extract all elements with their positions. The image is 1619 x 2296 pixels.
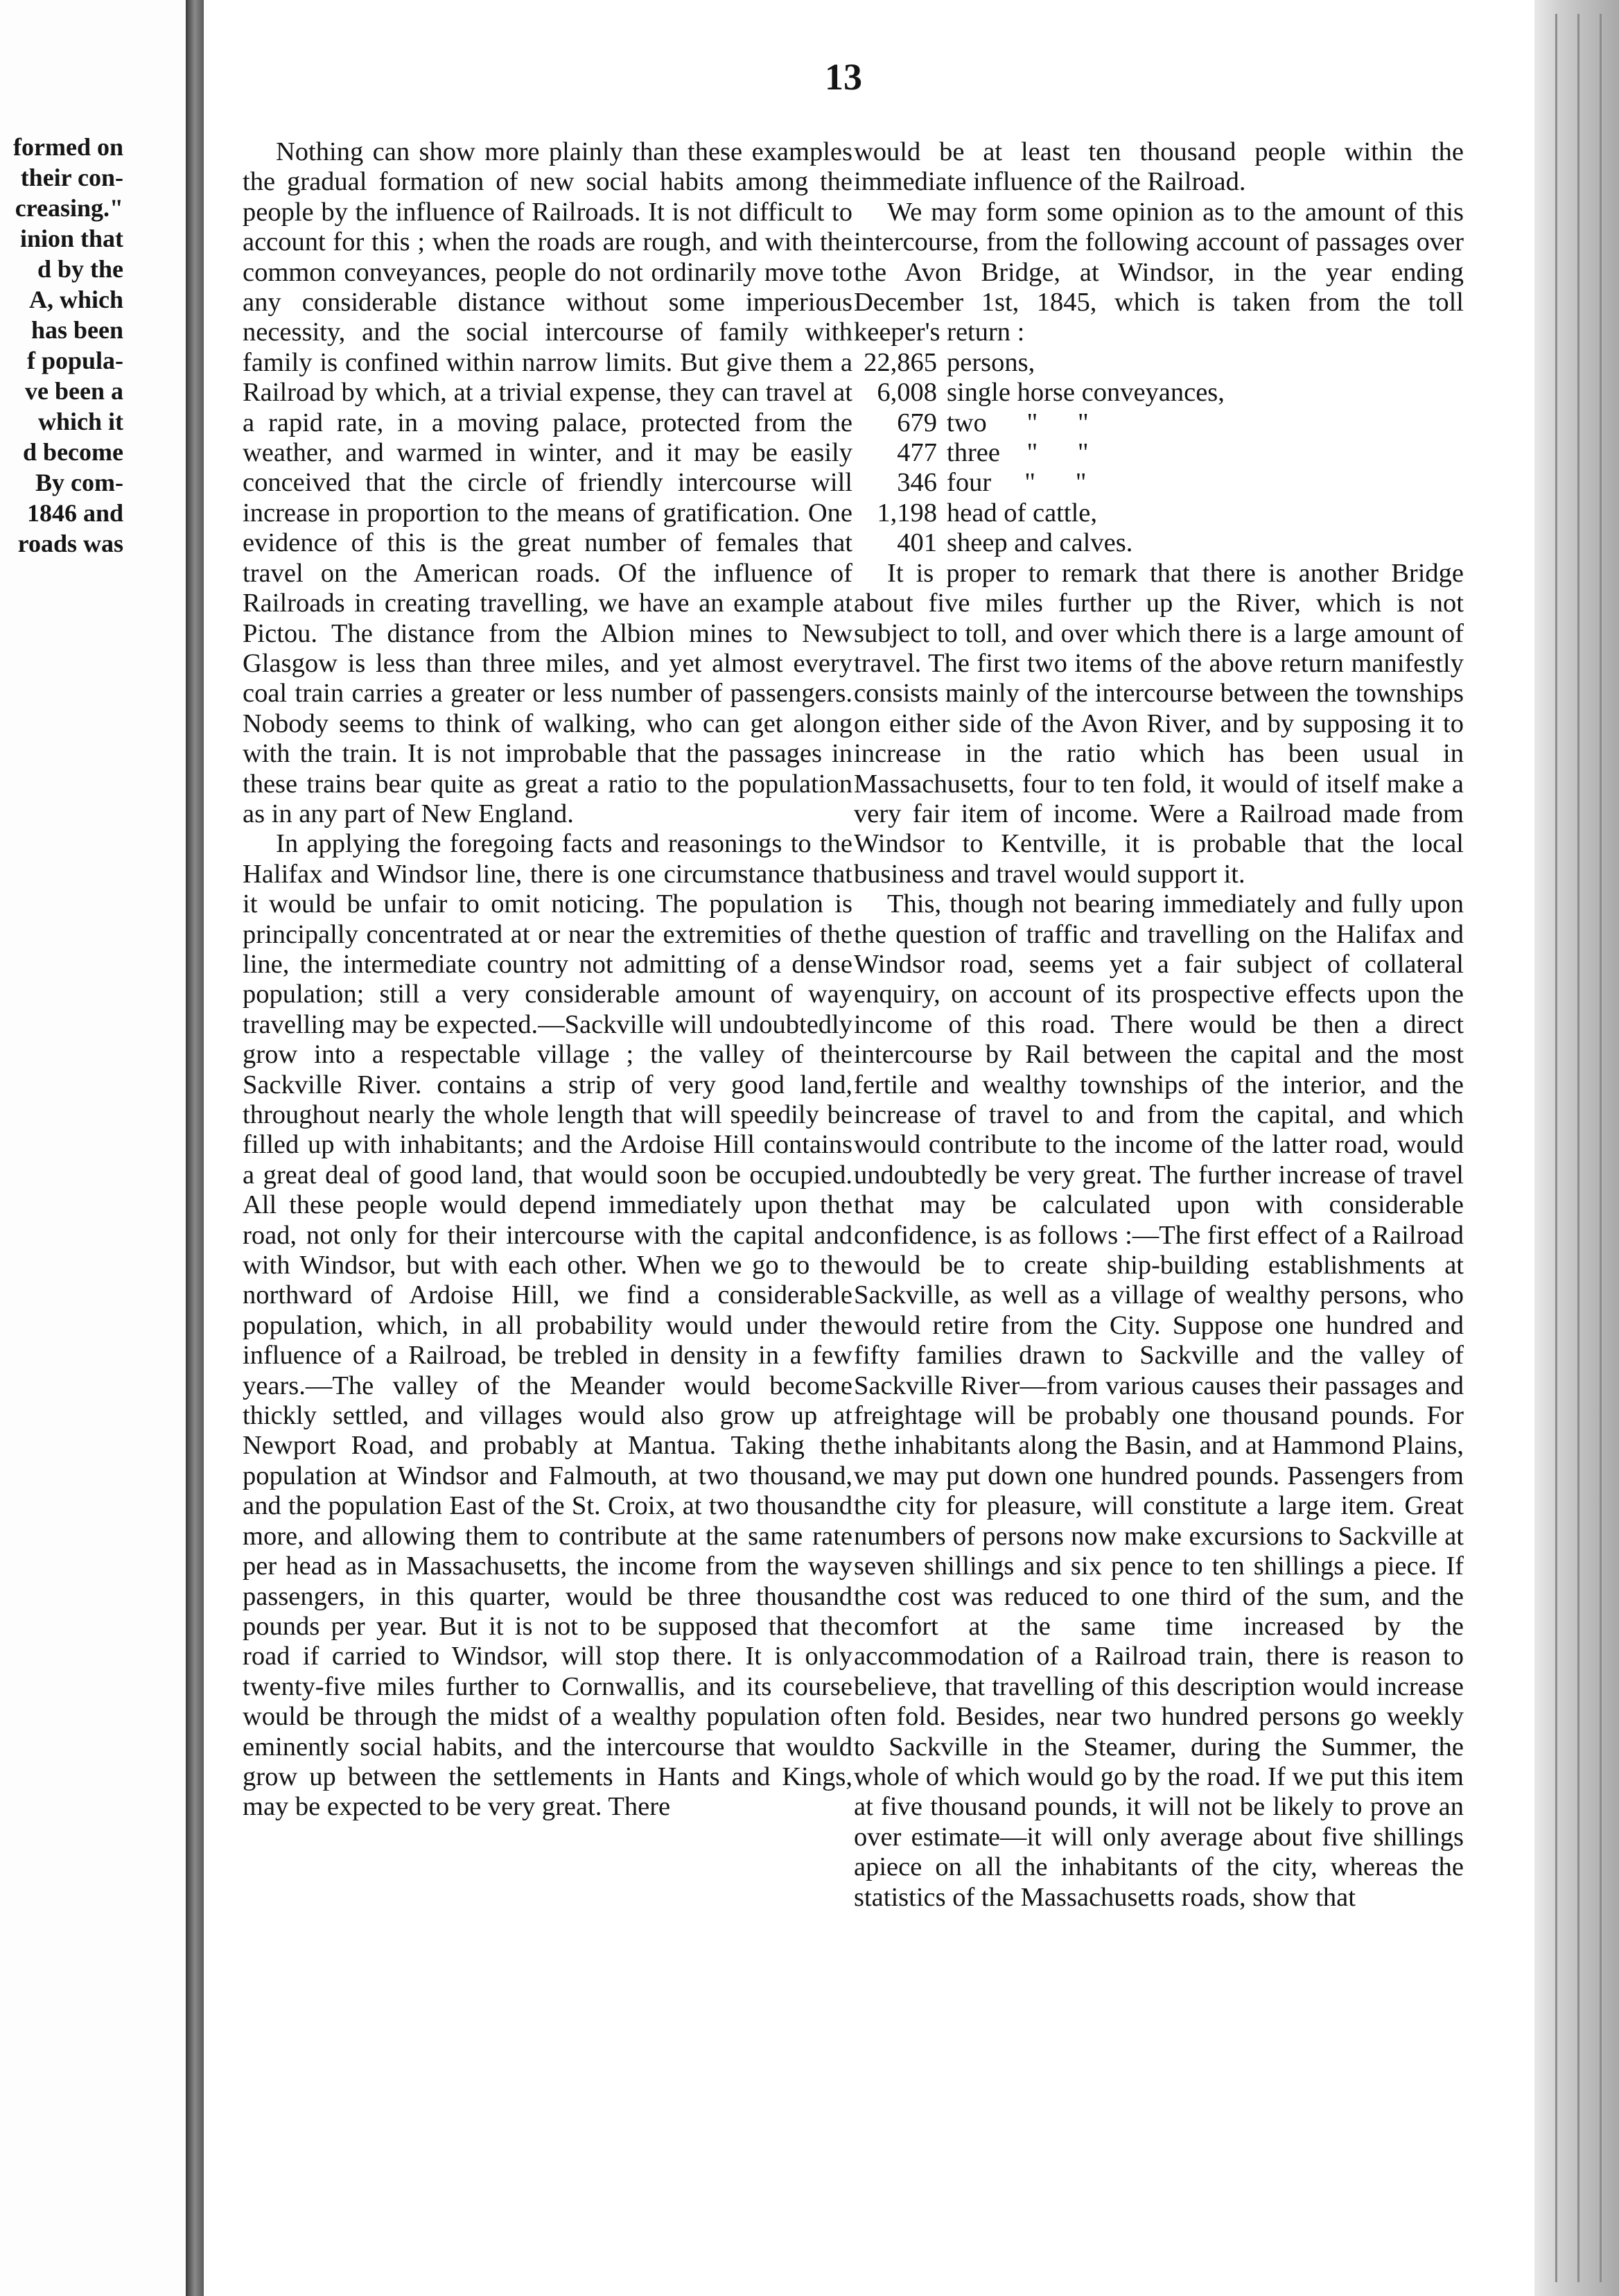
- list-item: [854, 378, 1464, 408]
- list-item: [854, 348, 1464, 378]
- paragraph: It is proper to remark that there is another Bridge about five miles further up the River, which is not subject to toll, and over which there is a large amount of travel. The first two items of the above return manifestly consists mainly of the intercourse between the townships on either side of the Avon River, and by supposing it to increase in the ratio which has been usual in Massachusetts, four to ten fold, it would of itself make a very fair item of income. Were a Railroad made from Windsor to Kentville, it is probable that the local business and travel would support it.: [854, 558, 1464, 889]
- paragraph: This, though not bearing immediately and fully upon the question of traffic and travelling on the Halifax and Windsor road, seems yet a fair subject of collateral enquiry, on account of its prospective effects upon the income of this road. There would be then a direct intercourse by Rail between the capital and the most fertile and wealthy townships of the interior, and the increase of travel to and from the capital, and which would contribute to the income of the latter road, would undoubtedly be very great. The further increase of travel that may be calculated upon with considerable confidence, is as follows :—The first effect of a Railroad would be to create ship-building establishments at Sackville, as well as a village of wealthy persons, who would retire from the City. Suppose one hundred and fifty families drawn to Sackville and the valley of Sackville River—from various causes their passages and freightage will be probably one thousand pounds. For the inhabitants along the Basin, and at Hammond Plains, we may put down one hundred pounds. Passengers from the city for pleasure, will constitute a large item. Great numbers of persons now make excursions to Sackville at seven shillings and six pence to ten shillings a piece. If the cost was reduced to one third of the sum, and the comfort at the same time increased by the accommodation of a Railroad train, there is reason to believe, that travelling of this description would increase ten fold. Besides, near two hundred persons go weekly to Sackville in the Steamer, during the Summer, the whole of which would go by the road. If we put this item at five thousand pounds, it will not be likely to prove an over estimate—it will only average about five shillings apiece on all the inhabitants of the city, whereas the statistics of the Massachusetts roads, show that: [854, 889, 1464, 1912]
- item: sheep and calves.: [947, 528, 1133, 558]
- paragraph: Nothing can show more plainly than these examples the gradual formation of new social habits among the people by the influence of Railroads. It is not difficult to account for this ; when the roads are rough, and with the common conveyances, people do not ordinarily move to any considerable distance without some imperious necessity, and the social intercourse of family with family is confined within narrow limits. But give them a Railroad by which, at a trivial expense, they can travel at a rapid rate, in a moving palace, protected from the weather, and warmed in winter, and it may be easily conceived that the circle of friendly intercourse will increase in proportion to the means of gratification. One evidence of this is the great number of females that travel on the American roads. Of the influence of Railroads in creating travelling, we have an example at Pictou. The distance from the Albion mines to New Glasgow is less than three miles, and yet almost every coal train carries a greater or less number of passengers. Nobody seems to think of walking, who can get along with the train. It is not improbable that the passages in these trains bear quite as great a ratio to the population as in any part of New England.: [243, 137, 852, 828]
- facing-line: which it: [37, 408, 123, 435]
- page-number: 13: [825, 56, 862, 98]
- count: 477: [897, 438, 937, 468]
- text-column-right: [854, 137, 1464, 1913]
- item: two " ": [947, 408, 1089, 437]
- facing-line: has been: [30, 316, 123, 344]
- paragraph: would be at least ten thousand people within the immediate influence of the Railroad.: [854, 137, 1464, 197]
- count: 1,198: [877, 498, 937, 528]
- list-item: [854, 468, 1464, 498]
- list-item: [854, 408, 1464, 438]
- count: 679: [897, 408, 937, 437]
- facing-line: inion that: [19, 225, 123, 252]
- toll-return-list: [854, 348, 1464, 559]
- count: 346: [897, 468, 937, 498]
- facing-page-fragment: [0, 0, 186, 2296]
- page-edges: [1534, 0, 1619, 2296]
- item: three " ": [947, 438, 1089, 468]
- facing-line: d by the: [37, 255, 123, 283]
- paragraph: We may form some opinion as to the amount of this intercourse, from the following account of passages over the Avon Bridge, at Windsor, in the year ending December 1st, 1845, which is taken from the toll keeper's return :: [854, 197, 1464, 347]
- item: four " ": [947, 468, 1087, 498]
- facing-page-text: [0, 132, 123, 559]
- item: persons,: [947, 347, 1035, 377]
- item: head of cattle,: [947, 498, 1097, 528]
- book-gutter: [186, 0, 204, 2296]
- list-item: [854, 528, 1464, 558]
- facing-line: A, which: [28, 286, 123, 313]
- facing-line: roads was: [17, 530, 123, 557]
- item: single horse conveyances,: [947, 378, 1225, 408]
- facing-line: formed on: [13, 133, 123, 161]
- facing-line: d become: [23, 438, 123, 466]
- facing-line: 1846 and: [26, 499, 123, 527]
- text-column-left: [243, 137, 852, 1823]
- facing-line: their con-: [20, 164, 123, 191]
- list-item: [854, 438, 1464, 468]
- count: 401: [897, 528, 937, 558]
- count: 6,008: [877, 378, 937, 408]
- facing-line: By com-: [35, 469, 123, 496]
- facing-line: f popula-: [26, 347, 123, 374]
- count: 22,865: [864, 347, 937, 377]
- list-item: [854, 498, 1464, 528]
- facing-line: creasing.": [15, 194, 123, 222]
- facing-line: ve been a: [25, 377, 123, 405]
- paragraph: In applying the foregoing facts and reasonings to the Halifax and Windsor line, there is one circumstance that it would be unfair to omit noticing. The population is principally concentrated at or near the extremities of the line, the intermediate country not admitting of a dense population; still a very considerable amount of way travelling may be expected.—Sackville will undoubtedly grow into a respectable village ; the valley of the Sackville River. contains a strip of very good land, throughout nearly the whole length that will speedily be filled up with inhabitants; and the Ardoise Hill contains a great deal of good land, that would soon be occupied. All these people would depend immediately upon the road, not only for their intercourse with the capital and with Windsor, but with each other. When we go to the northward of Ardoise Hill, we find a considerable population, which, in all probability would under the influence of a Railroad, be trebled in density in a few years.—The valley of the Meander would become thickly settled, and villages would also grow up at Newport Road, and probably at Mantua. Taking the population at Windsor and Falmouth, at two thousand, and the population East of the St. Croix, at two thousand more, and allowing them to contribute at the same rate per head as in Massachusetts, the income from the way passengers, in this quarter, would be three thousand pounds per year. But it is not to be supposed that the road if carried to Windsor, will stop there. It is only twenty-five miles further to Cornwallis, and its course would be through the midst of a wealthy population of eminently social habits, and the intercourse that would grow up between the settlements in Hants and Kings, may be expected to be very great. There: [243, 829, 852, 1822]
